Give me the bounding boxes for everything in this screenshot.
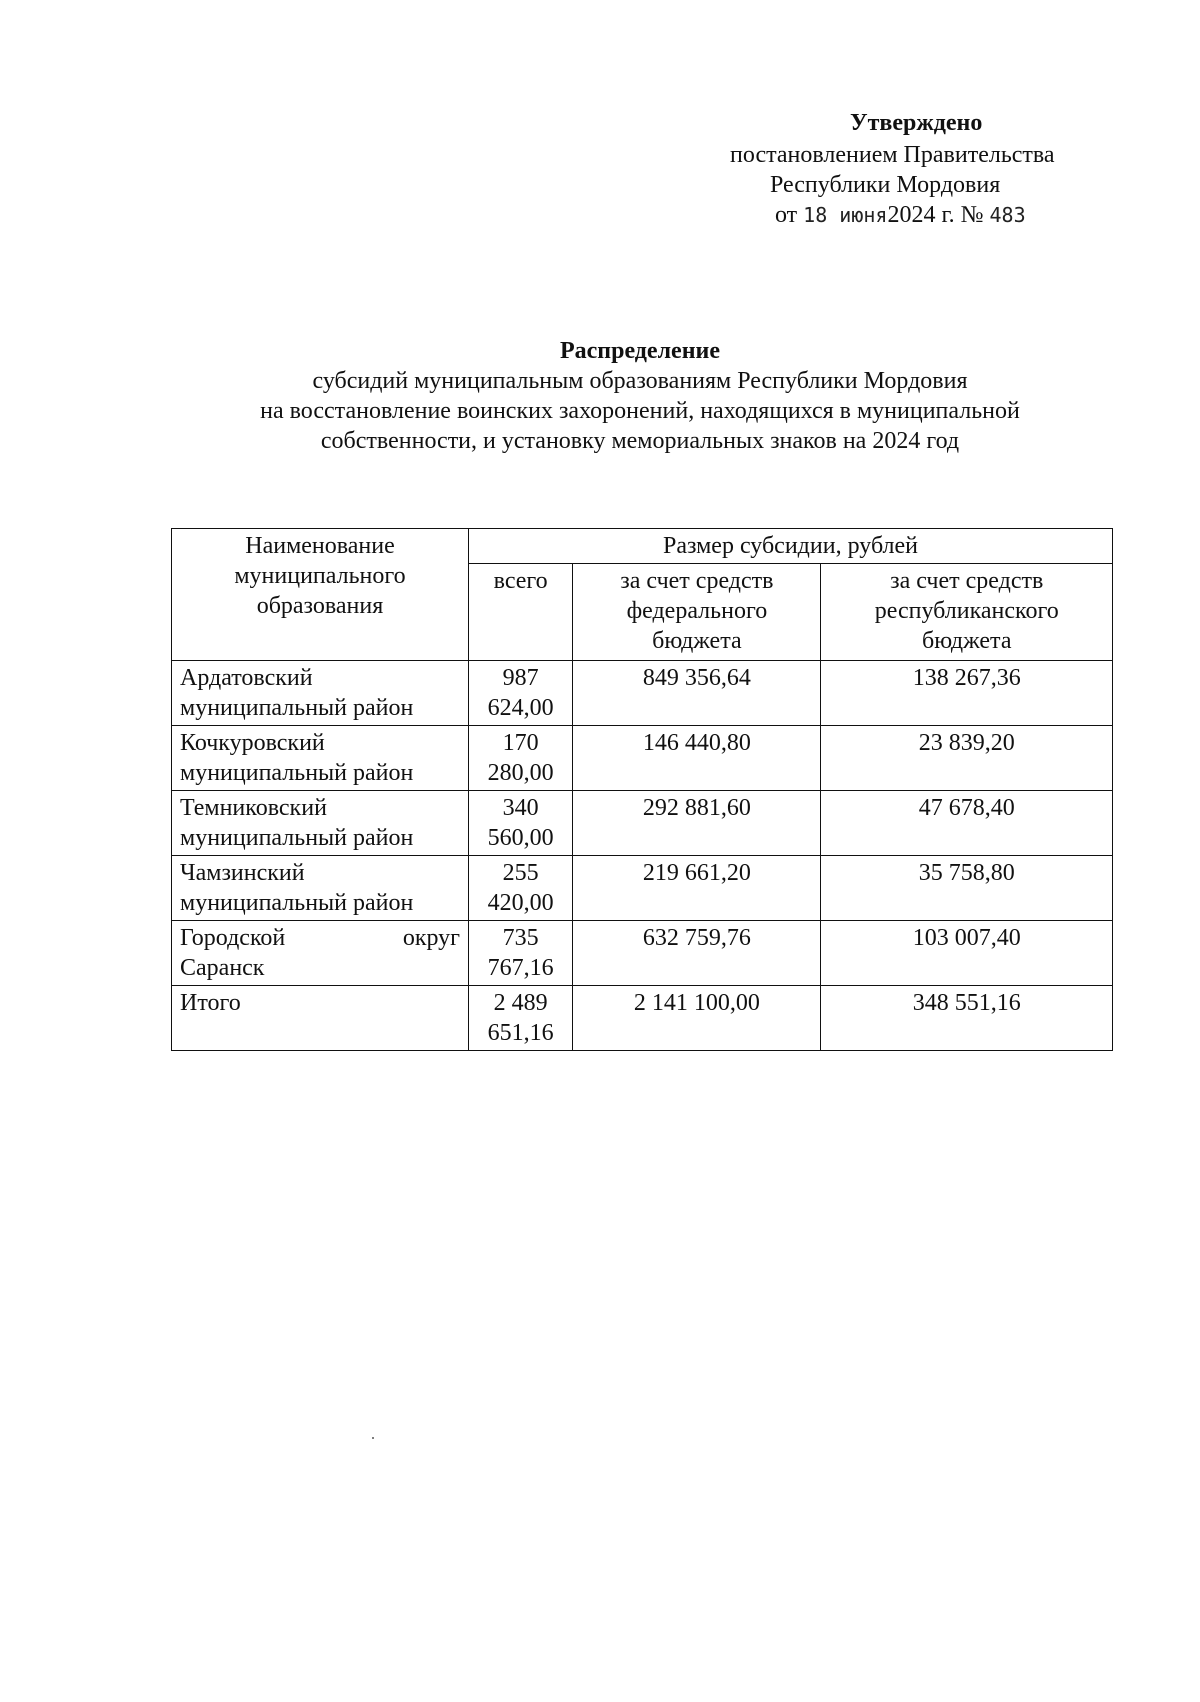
approval-line-1: постановлением Правительства (730, 142, 1055, 168)
row-name: Ардатовский муниципальный район (172, 661, 469, 726)
row-federal: 292 881,60 (573, 791, 821, 856)
table-total-row (172, 986, 1113, 1051)
row-name: Кочкуровский муниципальный район (172, 726, 469, 791)
row-name: Темниковский муниципальный район (172, 791, 469, 856)
row-total: 255 420,00 (469, 856, 573, 921)
scan-speck (372, 1437, 374, 1439)
document-heading (160, 336, 1120, 456)
table-row (172, 856, 1113, 921)
row-total: 987 624,00 (469, 661, 573, 726)
row-name: Чамзинский муниципальный район (172, 856, 469, 921)
row-republic: 138 267,36 (821, 661, 1113, 726)
header-total: всего (469, 564, 573, 661)
row-republic: 103 007,40 (821, 921, 1113, 986)
table-row (172, 791, 1113, 856)
approved-label: Утверждено (850, 110, 983, 136)
row-federal: 146 440,80 (573, 726, 821, 791)
header-federal: за счет средств федерального бюджета (573, 564, 821, 661)
row-name (172, 921, 469, 986)
approval-line-2: Республики Мордовия (770, 172, 1001, 198)
row-total: 340 560,00 (469, 791, 573, 856)
row-name-part-3: Саранск (180, 955, 265, 981)
heading-line-1: субсидий муниципальным образованиям Республики Мордовия (312, 368, 968, 394)
total-federal: 2 141 100,00 (573, 986, 821, 1051)
table-header-row (172, 529, 1113, 564)
row-republic: 23 839,20 (821, 726, 1113, 791)
total-total: 2 489 651,16 (469, 986, 573, 1051)
row-total: 170 280,00 (469, 726, 573, 791)
date-year: 2024 г. № (887, 202, 984, 228)
doc-number: 483 (989, 203, 1026, 227)
row-republic: 35 758,80 (821, 856, 1113, 921)
subsidy-table (171, 528, 1113, 1051)
date-day-month: 18 июня (803, 203, 888, 227)
row-federal: 632 759,76 (573, 921, 821, 986)
row-federal: 219 661,20 (573, 856, 821, 921)
table-row (172, 661, 1113, 726)
header-name: Наименование муниципального образования (172, 529, 469, 661)
header-group: Размер субсидии, рублей (469, 529, 1113, 564)
approval-date-line (775, 200, 1026, 230)
row-federal: 849 356,64 (573, 661, 821, 726)
table-row (172, 726, 1113, 791)
heading-line-3: собственности, и установку мемориальных знаков на 2024 год (320, 428, 960, 454)
heading-line-2: на восстановление воинских захоронений, находящихся в муниципальной (260, 398, 1020, 424)
header-republic: за счет средств республиканского бюджета (821, 564, 1113, 661)
row-republic: 47 678,40 (821, 791, 1113, 856)
row-name-part-2: округ (402, 925, 460, 951)
table-row (172, 921, 1113, 986)
row-total: 735 767,16 (469, 921, 573, 986)
total-republic: 348 551,16 (821, 986, 1113, 1051)
date-prefix: от (775, 202, 798, 228)
total-name: Итого (172, 986, 469, 1051)
heading-title: Распределение (559, 338, 721, 364)
row-name-part-1: Городской (180, 925, 286, 951)
